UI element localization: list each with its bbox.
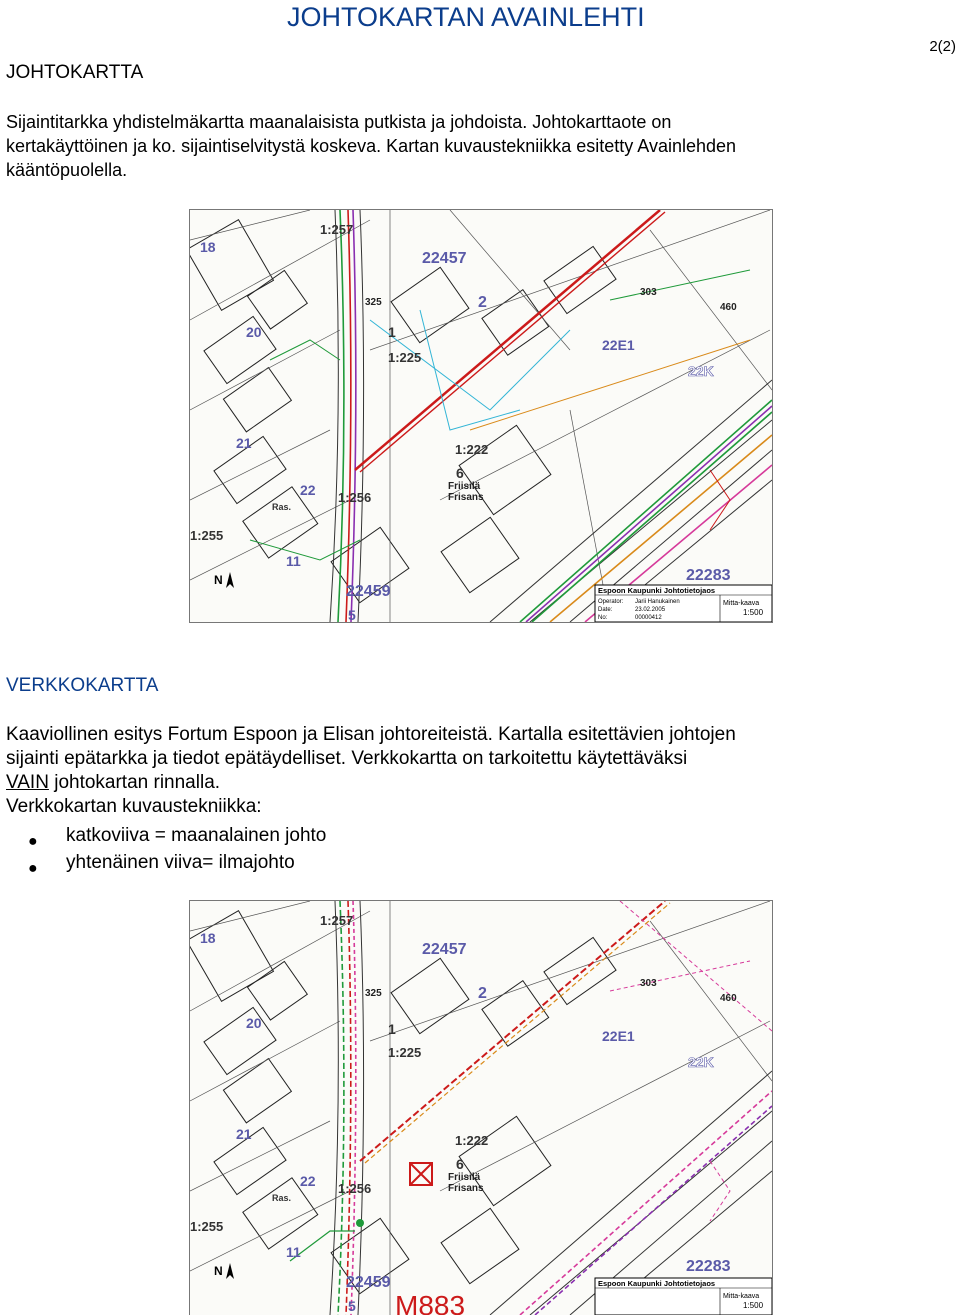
map1-titlebox-date-label: Date:	[598, 607, 613, 613]
verkkokartta-vain-emphasis: VAIN	[6, 772, 49, 793]
map1-titlebox-org: Espoon Kaupunki Johtotietojaos	[598, 586, 716, 595]
map1-titlebox-operator-label: Operator:	[598, 599, 624, 605]
verkkokartta-legend-list	[28, 822, 326, 876]
verkkokartta-text-line-3-rest: johtokartan rinnalla.	[48, 772, 221, 793]
map2-label-18: 18	[200, 930, 216, 946]
bullet-icon: ●	[28, 833, 38, 850]
johtokartta-text-line-1: Sijaintitarkka yhdistelmäkartta maanalaisista putkista ja johdoista. Johtokarttaote on	[6, 112, 672, 132]
map2-label-11: 11	[286, 1244, 301, 1260]
map1-label-22457: 22457	[422, 250, 467, 267]
verkkokartta-text-line-2: sijainti epätarkka ja tiedot epätäydelliset. Verkkokartta on tarkoitettu käytettäväksi	[6, 748, 688, 769]
johtokartta-map-svg	[190, 210, 772, 622]
map2-label-frisans: Frisans	[448, 1183, 484, 1194]
map2-label-5: 5	[348, 1298, 356, 1314]
map1-label-256: 1:256	[338, 490, 372, 505]
verkkokartta-text-line-1: Kaaviollinen esitys Fortum Espoon ja Elisan johtoreiteistä. Kartalla esitettävien johtojen	[6, 724, 736, 745]
map1-titlebox-operator: Jarii Hanukainen	[635, 599, 680, 605]
bullet-icon: ●	[28, 860, 38, 877]
map2-north-arrow-icon	[226, 1263, 234, 1279]
map2-label-22: 22	[300, 1173, 316, 1189]
map2-label-ras: Ras.	[272, 1193, 292, 1203]
verkkokartta-text-line-3	[6, 771, 954, 795]
map2-label-22283: 22283	[686, 1258, 731, 1275]
verkkokartta-map-svg	[190, 901, 772, 1315]
map2-label-friisila: Friisilä	[448, 1172, 481, 1183]
map2-label-22E1: 22E1	[602, 1028, 635, 1044]
map2-title-box	[595, 1278, 772, 1315]
page-number: 2(2)	[929, 38, 956, 55]
verkkokartta-heading: VERKKOKARTTA	[6, 675, 159, 696]
map2-label-22K: 22K	[688, 1054, 714, 1070]
map1-label-frisans: Frisans	[448, 492, 484, 503]
map2-label-m883: M883	[395, 1290, 466, 1315]
map1-north-label: N	[214, 573, 223, 587]
map1-titlebox-scale-label: Mitta-kaava	[723, 600, 760, 607]
map1-title-box	[595, 585, 772, 622]
map2-label-6: 6	[456, 1156, 464, 1172]
map1-label-225: 1:225	[388, 350, 422, 365]
map2-label-1: 1	[388, 1021, 396, 1037]
map1-label-325: 325	[365, 297, 382, 308]
map2-label-20: 20	[246, 1015, 262, 1031]
map1-label-20: 20	[246, 324, 262, 340]
map2-titlebox-scale-label: Mitta-kaava	[723, 1293, 760, 1300]
map1-label-2: 2	[478, 294, 487, 311]
map1-label-222: 1:222	[455, 442, 489, 457]
map1-label-18: 18	[200, 239, 216, 255]
map2-label-303: 303	[640, 978, 657, 989]
map1-titlebox-no: 00000412	[635, 615, 662, 621]
map1-label-ras: Ras.	[272, 502, 292, 512]
legend-item-dashed	[28, 822, 326, 849]
legend-item-solid-text: yhtenäinen viiva= ilmajohto	[66, 852, 295, 873]
map2-label-2: 2	[478, 985, 487, 1002]
map2-label-22459: 22459	[346, 1274, 391, 1291]
johtokartta-text-line-3: kääntöpuolella.	[6, 160, 128, 180]
map1-label-22E1: 22E1	[602, 337, 635, 353]
map1-label-5: 5	[348, 607, 356, 622]
page-title: JOHTOKARTAN AVAINLEHTI	[287, 2, 645, 32]
map2-label-22457: 22457	[422, 941, 467, 958]
map1-label-11: 11	[286, 553, 301, 569]
map2-label-225: 1:225	[388, 1045, 422, 1060]
map2-label-325: 325	[365, 988, 382, 999]
map1-label-303: 303	[640, 287, 657, 298]
map1-titlebox-scale: 1:500	[743, 608, 764, 617]
map2-label-21: 21	[236, 1126, 252, 1142]
legend-item-solid	[28, 849, 326, 876]
map1-label-257: 1:257	[320, 222, 354, 237]
map2-label-460: 460	[720, 993, 737, 1004]
map1-label-22K: 22K	[688, 363, 714, 379]
map1-label-255: 1:255	[190, 528, 224, 543]
map1-label-22459: 22459	[346, 583, 391, 600]
johtokartta-map-image	[189, 209, 773, 623]
verkkokartta-text-line-4: Verkkokartan kuvaustekniikka:	[6, 796, 262, 817]
johtokartta-text-line-2: kertakäyttöinen ja ko. sijaintiselvitystä koskeva. Kartan kuvaustekniikka esitetty Avainlehden	[6, 136, 737, 156]
map1-label-friisila: Friisilä	[448, 481, 481, 492]
map1-label-1: 1	[388, 324, 396, 340]
map2-label-222: 1:222	[455, 1133, 489, 1148]
map1-label-22: 22	[300, 482, 316, 498]
map1-label-460: 460	[720, 302, 737, 313]
map1-titlebox-date: 23.02.2005	[635, 607, 666, 613]
map2-label-257: 1:257	[320, 913, 354, 928]
map2-node-icon	[356, 1219, 364, 1227]
legend-item-dashed-text: katkoviiva = maanalainen johto	[66, 825, 327, 846]
verkkokartta-map-image	[189, 900, 773, 1315]
map2-label-256: 1:256	[338, 1181, 372, 1196]
map2-titlebox-scale: 1:500	[743, 1301, 764, 1310]
map2-titlebox-org: Espoon Kaupunki Johtotietojaos	[598, 1279, 716, 1288]
map1-titlebox-no-label: No:	[598, 615, 608, 621]
map1-label-6: 6	[456, 465, 464, 481]
map2-label-255: 1:255	[190, 1219, 224, 1234]
map1-north-arrow-icon	[226, 572, 234, 588]
map2-north-label: N	[214, 1264, 223, 1278]
map1-label-22283: 22283	[686, 567, 731, 584]
map1-label-21: 21	[236, 435, 252, 451]
map2-transformer-icon	[410, 1163, 432, 1185]
johtokartta-heading: JOHTOKARTTA	[6, 62, 144, 83]
